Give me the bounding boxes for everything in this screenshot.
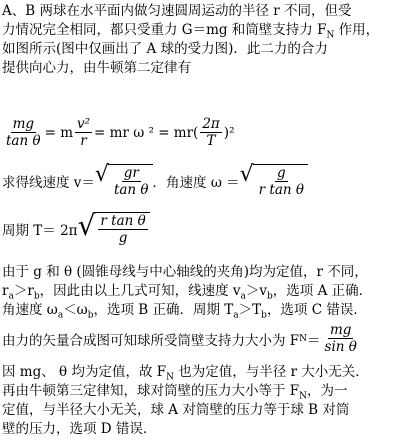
text-line-5: 由于 g 和 θ (圆锥母线与中心轴线的夹角)均为定值，r 不同， [2,264,368,280]
sqrt-sign [77,209,150,246]
text-seg: 也为定值，与半径 r 大小无关． [173,364,369,380]
text-line-8 [2,322,361,355]
subscript: N [299,391,308,402]
numerator: 2π [202,116,220,132]
subscript: b [87,310,94,321]
equation-newton [2,116,234,149]
text-seg: 再由牛顿第三定律知，球对筒壁的压力大小等于 F [2,383,300,399]
denominator: r tan θ [258,182,305,198]
denominator: r [80,133,87,149]
eq-text: = m [44,124,73,141]
radical-icon: √ [77,209,96,242]
fraction [200,116,221,149]
equation-period [2,209,150,246]
denominator: g [118,230,128,246]
numerator: mg [330,322,352,338]
eq-text: ．角速度 ω ＝ [152,175,240,191]
text-line-1: A、B 两球在水平面内做匀速圆周运动的半径 r 不同，但受 [2,3,352,19]
text-seg: ，为一 [307,383,348,399]
numerator: gr [123,165,139,181]
subscript: a [8,291,14,302]
fraction [75,116,92,149]
fraction [4,116,43,149]
fraction [98,213,147,246]
denominator: tan θ [6,133,41,149]
text-seg: ＞T [238,302,262,318]
sqrt-sign [95,164,153,198]
numerator: g [277,165,286,181]
text-seg: 作用， [334,22,380,38]
text-line-3: 如图所示(图中仅画出了 A 球的受力图)．此二力的合力 [2,41,328,57]
radicand [94,212,149,246]
text-seg: ＞v [245,283,268,299]
text-seg: 角速度 ω [2,302,58,318]
subscript: N [166,372,174,383]
text-seg: 力情况完全相同，都只受重力 G＝mg 和筒壁支持力 F [2,22,327,38]
subscript: N [299,333,308,344]
subscript: b [33,291,40,302]
text-seg: ＞r [13,283,34,299]
numerator: v² [77,116,91,132]
text-line-11: 定值，与半径大小无关，球 A 对筒壁的压力等于球 B 对筒 [2,402,350,418]
subscript: a [233,310,239,321]
sqrt-sign [240,164,308,198]
numerator: r tan θ [100,213,146,229]
radicand [108,164,153,198]
numerator: mg [12,116,35,132]
radicand [253,164,308,198]
eq-text: = mr ω ² = mr( [94,124,199,141]
subscript: b [261,310,267,321]
text-seg: 由力的矢量合成图可知球所受筒壁支持力大小为 F [2,332,300,349]
subscript: N [326,30,335,41]
eq-text: 周期 T＝ 2π [2,223,78,239]
text-seg: 因 mg、 θ 均为定值，故 F [2,364,167,380]
text-seg: ＝ [307,332,321,349]
text-line-12: 壁的压力，选项 D 错误． [2,421,157,437]
fraction [323,322,359,355]
eq-text: 求得线速度 v＝ [2,175,95,191]
text-seg: ，选项 A 正确． [272,283,373,299]
eq-text: )² [223,124,235,141]
equation-velocity [2,164,308,198]
text-seg: ，因此由以上几式可知，线速度 v [39,283,241,299]
denominator: sin θ [324,339,357,355]
denominator: T [206,133,216,149]
text-line-4: 提供向心力，由牛顿第二定律有 [2,60,191,76]
radical-icon: √ [94,162,109,187]
subscript: b [267,291,273,302]
text-seg: r [2,283,9,299]
subscript: a [240,291,246,302]
fraction [257,165,306,198]
denominator: tan θ [113,182,149,198]
fraction [112,165,151,198]
subscript: a [57,310,64,321]
text-seg: ，选项 C 错误． [266,302,367,318]
text-seg: ，选项 B 正确．周期 T [93,302,234,318]
text-seg: ＜ω [63,302,88,318]
radical-icon: √ [239,162,254,187]
